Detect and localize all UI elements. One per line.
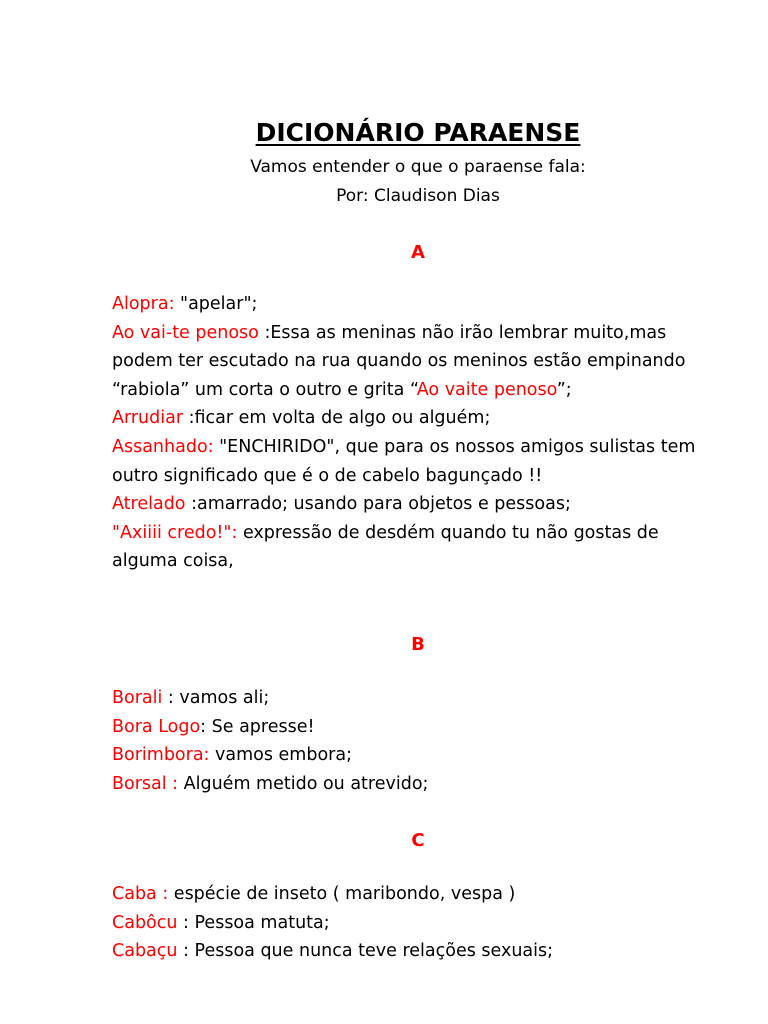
entry-borimbora	[112, 741, 712, 770]
entry-term: Ao vai-te penoso	[112, 322, 265, 343]
entry-definition: :ficar em volta de algo ou alguém;	[188, 408, 491, 429]
entry-axiiii-credo	[112, 519, 712, 576]
entry-assanhado	[112, 433, 712, 490]
entry-term: "Axiiii credo!":	[112, 522, 243, 543]
entry-ao-vai-te-penoso	[112, 319, 712, 405]
entry-definition: espécie de inseto ( maribondo, vespa )	[173, 884, 516, 904]
entry-definition: : Pessoa matuta;	[177, 912, 330, 933]
entry-definition: Alguém metido ou atrevido;	[183, 773, 429, 794]
entry-inline-term: Ao vaite penoso	[416, 379, 557, 400]
entry-bora-logo	[112, 713, 712, 742]
entry-borsal	[112, 770, 712, 799]
document-subtitle: Vamos entender o que o paraense fala:	[250, 157, 586, 177]
entry-term: Atrelado	[112, 494, 192, 515]
section-letter-a: A	[411, 242, 425, 263]
entry-definition: : Se apresse!	[200, 716, 315, 737]
entry-term: Cabôcu	[112, 912, 178, 933]
section-c-entries	[112, 880, 712, 966]
entry-term: Borimbora:	[112, 745, 210, 766]
entry-borali	[112, 684, 712, 713]
entry-term: Caba :	[112, 884, 174, 904]
entry-term: Bora Logo	[112, 716, 201, 737]
entry-definition: : Pessoa que nunca teve relações sexuais;	[183, 941, 554, 962]
entry-caba	[112, 880, 712, 909]
document-title: DICIONÁRIO PARAENSE	[255, 118, 581, 147]
entry-definition: :Essa as meninas não irão lembrar muito,mas podem ter escutado na rua quando os meninos estão empinando “rabiola” um corta o outro e grita “	[112, 322, 686, 400]
document-author: Por: Claudison Dias	[336, 186, 500, 206]
entry-definition: vamos embora;	[209, 745, 352, 766]
section-letter-c: C	[411, 830, 425, 851]
entry-definition: : vamos ali;	[167, 688, 270, 708]
entry-term: Alopra:	[112, 294, 181, 314]
entry-definition: "ENCHIRIDO", que para os nossos amigos sulistas tem outro significado que é o de cabelo bagunçado !!	[112, 436, 696, 486]
entry-cabacu	[112, 937, 712, 966]
entry-term: Borali	[112, 688, 168, 708]
entry-definition: "apelar";	[180, 294, 258, 314]
entry-term: Borsal :	[112, 773, 184, 794]
entry-term: Cabaçu	[112, 941, 184, 962]
section-a-entries	[112, 290, 712, 576]
entry-definition: expressão de desdém quando tu não gostas de alguma coisa,	[112, 522, 659, 572]
entry-term: Arrudiar	[112, 408, 189, 429]
entry-term: Assanhado:	[112, 436, 220, 457]
entry-arrudiar	[112, 404, 712, 433]
entry-definition-end: ”;	[556, 379, 572, 400]
section-b-entries	[112, 684, 712, 798]
entry-cabocu	[112, 909, 712, 938]
entry-definition: :amarrado; usando para objetos e pessoas;	[191, 494, 571, 515]
entry-atrelado	[112, 490, 712, 519]
section-letter-b: B	[411, 634, 425, 655]
entry-alopra	[112, 290, 712, 319]
